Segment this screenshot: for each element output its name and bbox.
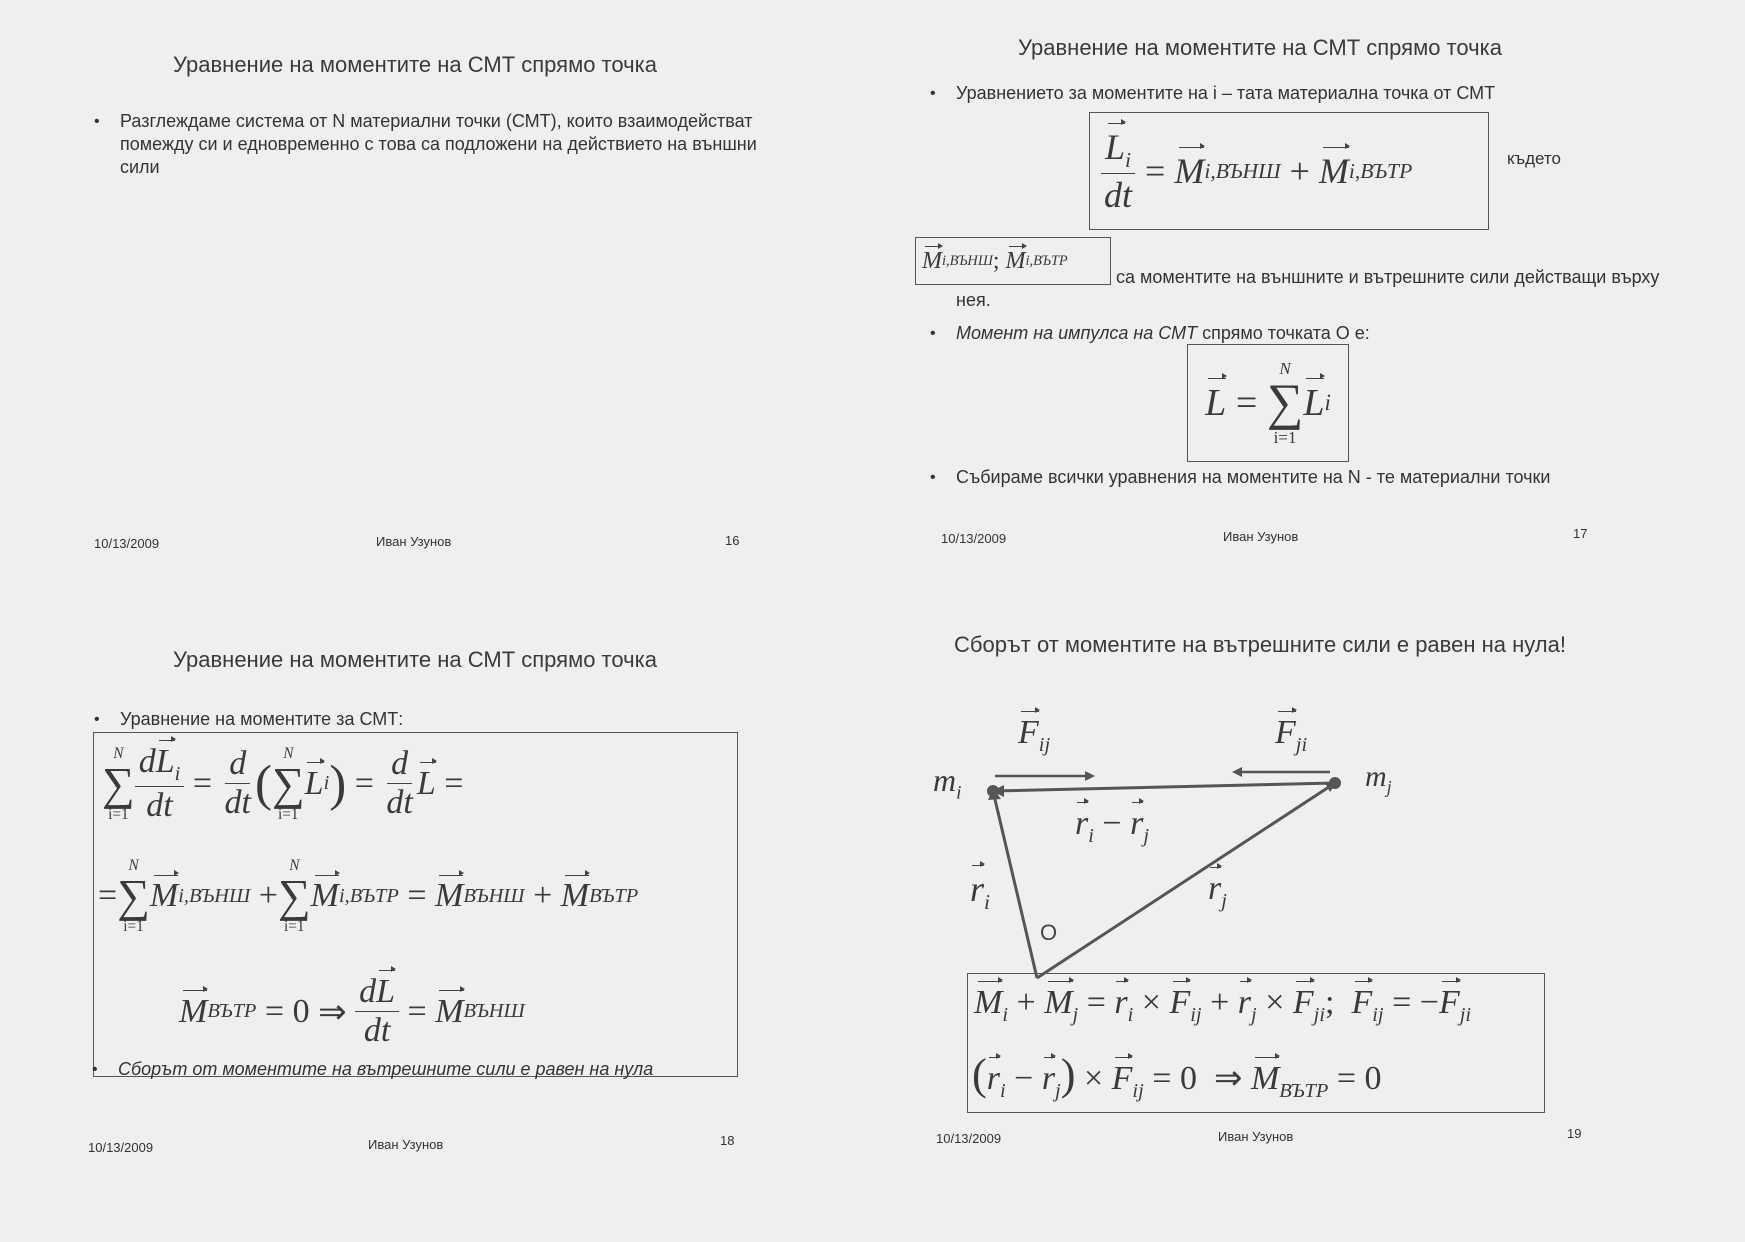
bullet-dot: • <box>930 85 936 102</box>
label-fji: $F_{ji}$ <box>1275 714 1308 756</box>
footer-author: Иван Узунов <box>1223 529 1299 544</box>
label-origin: O <box>1040 920 1058 945</box>
equation-line-2: $(r_i - r_j) \times F_{ij} = 0$ ⇒ $M_{ВЪТР} = 0$ <box>972 1050 1382 1102</box>
footer-page: 17 <box>1573 526 1588 541</box>
footer-page: 16 <box>725 533 740 548</box>
bullet-dot: • <box>930 325 936 342</box>
mi-point <box>987 785 999 797</box>
footer-author: Иван Узунов <box>376 534 452 549</box>
footer-date: 10/13/2009 <box>936 1131 1002 1146</box>
slide-18 <box>0 620 870 1242</box>
label-ri-minus-rj: $r_i - r_j$ <box>1075 805 1149 847</box>
footer-date: 10/13/2009 <box>94 536 160 551</box>
footer-date: 10/13/2009 <box>941 531 1007 546</box>
slide-title: Уравнение на моментите на СМТ спрямо точка <box>173 647 657 672</box>
bullet-dot: • <box>94 711 100 728</box>
footer-date: 10/13/2009 <box>88 1140 154 1155</box>
bullet-text: • Сборът от моментите на вътрешните сили е равен на нула <box>92 1059 654 1079</box>
mj-point <box>1329 777 1341 789</box>
bullet-text: • Момент на импулса на СМТ спрямо точката О е: <box>930 323 1370 343</box>
bullet-text: • Уравнение на моментите за СМТ: <box>94 709 404 729</box>
ri-minus-rj-line <box>993 783 1335 791</box>
slide-16 <box>0 0 870 620</box>
footer-author: Иван Узунов <box>1218 1129 1294 1144</box>
fij-arrowhead <box>1085 771 1095 781</box>
equation-box-moment-i: $\frac{L_i}{dt}$ = M i,ВЪНШ + M i,ВЪТР <box>1089 112 1489 230</box>
equation-line-1: $M_i + M_j = r_i \times F_{ij} + r_j \times F_{ji}$; $F_{ij} = -F_{ji}$ <box>974 984 1472 1026</box>
bullet-dot: • <box>930 469 936 486</box>
label-fij: $F_{ij}$ <box>1018 714 1051 756</box>
label-mj: $m_j$ <box>1365 760 1392 797</box>
equation-line-2: = N ∑ i=1 M i,ВЪНШ + N ∑ i=1 M i,ВЪТР = M ВЪНШ + M ВЪТР <box>98 857 639 936</box>
equation-box-system-moments <box>93 732 738 1077</box>
kadeto-label: където <box>1507 149 1561 168</box>
equation-line-1: N ∑ i=1 $\frac{dL_i}{dt}$ = $\frac{d}{dt}$ ( N ∑ i=1 L i ) = $\frac{d}{dt}$ L = <box>102 743 464 824</box>
bullet-text: • Уравнението за моментите на i – тата материална точка от СМТ <box>930 83 1496 103</box>
equation-box-internal-zero <box>967 973 1545 1113</box>
equation-box-moments: M i,ВЪНШ ; M i,ВЪТР <box>915 237 1111 285</box>
label-ri: $r_i$ <box>970 869 991 915</box>
bullet-text: • Разглеждаме система от N материални точки (СМТ), които взаимодействат помежду си и едновременно с това са подложени на действието на външни сили <box>94 111 757 177</box>
slide-title: Сборът от моментите на вътрешните сили е равен на нула! <box>954 632 1566 657</box>
vector-diagram <box>870 620 1745 1020</box>
fraction-dLi-dt: $\frac{L_i}{dt}$ <box>1100 126 1136 216</box>
bullet-text: • Събираме всички уравнения на моментите на N - те материални точки <box>930 467 1551 487</box>
bullet-dot: • <box>92 1061 98 1078</box>
slide-title: Уравнение на моментите на СМТ спрямо точка <box>1018 35 1502 60</box>
slide-title: Уравнение на моментите на СМТ спрямо точка <box>173 52 657 77</box>
footer-author: Иван Узунов <box>368 1137 444 1152</box>
label-rj: $r_j$ <box>1208 870 1227 912</box>
slide-17 <box>870 0 1745 620</box>
fji-arrowhead <box>1232 767 1242 777</box>
equation-box-L-sum: L = N ∑ i=1 L i <box>1187 344 1349 462</box>
bullet-text: са моментите на външните и вътрешните сили действащи върху нея. <box>956 267 1660 310</box>
footer-page: 18 <box>720 1133 735 1148</box>
ri-line <box>993 791 1037 978</box>
slide-19 <box>870 620 1745 1242</box>
label-mi: $m_i$ <box>933 762 962 804</box>
bullet-dot: • <box>94 113 100 130</box>
equation-line-3: M ВЪТР = 0 ⇒ $\frac{dL}{dt}$ = M ВЪНШ <box>179 973 525 1049</box>
footer-page: 19 <box>1567 1126 1582 1141</box>
